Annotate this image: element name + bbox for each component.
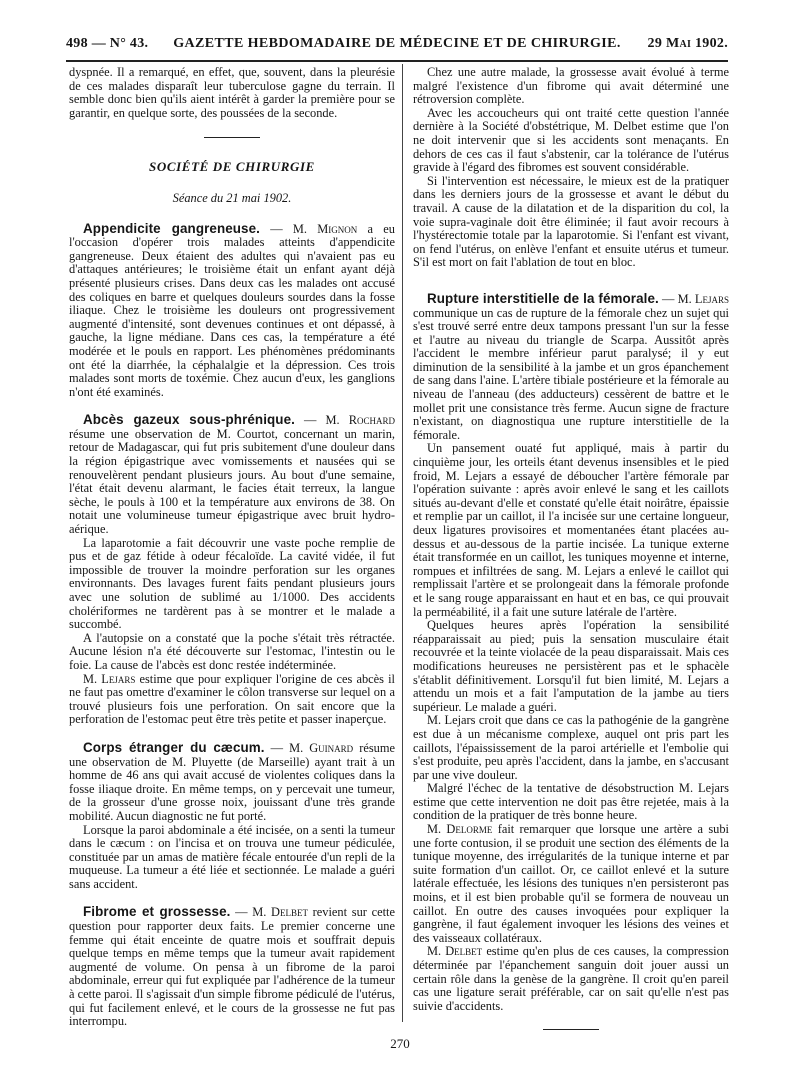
article-paragraph: Un pansement ouaté fut appliqué, mais à partir du cinquième jour, les orteils étant devenus insensibles et le pied froid, M. Lejars a essayé de déboucher l'artère fémorale par l'opération suivante : après avoir enlevé le sang et les caillots situés au-devant d'elle et constaté qu'elle était noirâtre, épaissie et remplie par un caillot, il l'a incisée sur une certaine longueur, deux ligatures provisoires et momentanées étant placées au-dessus et au-dessous de la partie incisée. La tunique externe était transformée en un caillot, les tuniques moyenne et interne, rompues et infiltrées de sang. M. Lejars a enlevé le caillot qui remplissait l'artère et se prolongeait dans la fémorale profonde et le sang rouge apparaissant en haut et en bas, ce qui prouvait la perméabilité, il a fait une suture latérale de l'artère. xyxy=(413,441,729,619)
section-separator xyxy=(204,137,260,138)
issue-date-day: 29 xyxy=(647,36,663,51)
author-name: M. Lejars xyxy=(677,291,730,306)
article-text: revient sur cette question pour rapporter deux faits. Le premier concerne une femme qui était enceinte de quatre mois et souffrait depuis quelque temps en même temps que la tumeur avait rapidement augmenté de volume. On pensa à un fibrome de la paroi abdominale, erreur qui fut expliquée par l'adhérence de la tumeur à cette paroi. Il s'agissait d'un simple fibrome pédiculé de l'utérus, qui fut facilement enlevé, et le cours de la grossesse ne fut pas interrompu. xyxy=(69,905,396,1029)
page-folio: 270 xyxy=(390,1036,410,1051)
author-name: M. Rochard xyxy=(325,413,395,428)
journal-title: GAZETTE HEBDOMADAIRE DE MÉDECINE ET DE CHIRURGIE. xyxy=(173,36,621,51)
article-heading: Abcès gazeux sous-phrénique. xyxy=(83,412,295,428)
author-name: M. Lejars xyxy=(83,671,136,686)
article-paragraph: A l'autopsie on a constaté que la poche s'était très rétractée. Aucune lésion n'a été découverte sur l'estomac, l'intestin ou le foie. La cause de l'abcès est donc restée indéterminée. xyxy=(69,630,395,672)
article-paragraph: Avec les accoucheurs qui ont traité cette question l'année dernière à la Société d'obstétrique, M. Delbet estime que l'on ne doit intervenir que si les accidents sont menaçants. En dehors de ces cas il faut s'abstenir, car la tolérance de l'utérus gravide à l'égard des fibromes est souvent considérable. xyxy=(413,105,729,175)
issue-date-year: 1902. xyxy=(695,36,728,51)
seance-date: Séance du 21 mai 1902. xyxy=(172,190,292,205)
article-text: résume une observation de M. Pluyette (de Marseille) ayant trait à un homme de 46 ans qui avait accusé de violentes coliques dans la fosse iliaque droite. En même temps, on y percevait une tumeur, de la grosseur d'une grosse noix, jouissant d'une très grande mobilité. Aucun diagnostic ne fut porté. xyxy=(69,740,395,823)
article-heading: Fibrome et grossesse. xyxy=(83,904,231,920)
article-paragraph: Quelques heures après l'opération la sensibilité réapparaissait au pied; puis la sensation musculaire était recouvrée et la teinte violacée de la peau disparaissait. Mais ces modifications heureuses ne persistèrent pas et le sphacèle s'établit définitivement. Lorsqu'il fut bien limité, M. Lejars a attendu un mois et a fait l'amputation de la jambe au tiers supérieur. Le malade a guéri. xyxy=(413,618,729,714)
author-name: M. Delorme xyxy=(427,822,493,837)
column-divider xyxy=(402,64,403,1022)
header-rule xyxy=(66,60,728,62)
author-name: M. Delbet xyxy=(427,944,483,959)
society-title: SOCIÉTÉ DE CHIRURGIE xyxy=(149,159,315,175)
article-paragraph: Chez une autre malade, la grossesse avait évolué à terme malgré l'existence d'un fibrome qui avait déterminé une rétroversion complète. xyxy=(413,65,729,107)
article-text: communique un cas de rupture de la fémorale chez un sujet qui s'est trouvé serré entre deux tampons pressant l'un sur la fesse et l'autre au niveau du triangle de Scarpa. Aussitôt après l'accident le membre inférieur parut paralysé; il y eut diminution de la sensibilité à la jambe et un gros épanchement de sang dans l'aine. L'artère tibiale postérieure et la fémorale au niveau de l'anneau (des adducteurs) cessèrent de battre et le mollet prit une consistance très ferme. Aucun signe de fracture n'existant, on diagnostiqua une rupture interstitielle de la fémorale. xyxy=(413,305,729,442)
author-name: M. Delbet xyxy=(252,905,308,920)
article-abces: Abcès gazeux sous-phrénique. — M. Rochard résume une observation de M. Courtot, concernant un marin, retour de Madagascar, qui fut pris subitement d'une douleur dans la région épigastrique avec vomissements et nausées qui se renouvelèrent pendant plusieurs jours. Au bout d'une semaine, l'état était devenu alarmant, le facies était terreux, la langue sèche, le pouls à 100 et la température aux environs de 38. On notait une volumineuse tumeur épigastrique avec bruit hydro-aérique. La laparotomie a fait découvrir une vaste poche remplie de pus et de gaz fétide à odeur fécaloïde. La cavité vidée, il fut impossible de trouver la moindre perforation sur les organes environnants. Des lavages furent faits pendant plusieurs jours avec une solution de sublimé au 1/1000. Des accidents cholériformes ne tardèrent pas à se montrer et le malade a succombé. A l'autopsie on a constaté que la poche s'était très rétractée. Aucune lésion n'a été découverte sur l'estomac, l'intestin ou le foie. La cause de l'abcès est donc restée indéterminée. M. Lejars estime que pour expliquer l'origine de ces abcès il ne faut pas omettre d'examiner le côlon transverse sur lequel on a trouvé plusieurs fois une perforation. On sait encore que la perforation de l'estomac peut être très petite et passer inaperçue. xyxy=(69,412,395,727)
issue-date xyxy=(648,36,728,52)
article-text: estime qu'en plus de ces causes, la compression déterminée par l'épanchement sanguin doit jouer aussi un certain rôle dans la genèse de la gangrène. Il croit qu'en pareil cas une ligature serait préférable, car on sait qu'elle n'est pas suivie d'accidents. xyxy=(413,944,729,1013)
article-heading: Appendicite gangreneuse. xyxy=(83,220,260,236)
issue-date-month: Mai xyxy=(665,36,692,51)
page-number: 498 — N° 43. xyxy=(66,36,149,51)
article-paragraph: M. Lejars croit que dans ce cas la pathogénie de la gangrène est due à un mécanisme complexe, auquel ont pris part les caillots, l'épaississement de la paroi artérielle et l'embolie qui s'est produite, peu après l'accident, dans la jambe, en s'accusant par une vive douleur. xyxy=(413,713,729,782)
intro-paragraph: dyspnée. Il a remarqué, en effet, que, souvent, dans la pleurésie de ces malades disparaît leur tuberculose gagne du terrain. Il semble donc bien qu'ils aient intérêt à garder la première pour se garantir, en quelque sorte, des poussées de la seconde. xyxy=(69,65,395,120)
article-heading: Rupture interstitielle de la fémorale. xyxy=(427,290,659,306)
article-text: résume une observation de M. Courtot, concernant un marin, retour de Madagascar, qui fut pris subitement d'une douleur dans la région épigastrique avec vomissements et nausées qui se renouvelèrent pendant plusieurs jours. Au bout d'une semaine, l'état était devenu alarmant, le facies était terreux, la langue sèche, le pouls à 100 et la température aux environs de 38. On notait une volumineuse tumeur épigastrique avec bruit hydro-aérique. xyxy=(69,426,395,537)
author-name: M. Guinard xyxy=(289,740,354,755)
left-column xyxy=(69,66,395,1029)
author-name: M. Mignon xyxy=(292,221,358,236)
end-separator xyxy=(543,1029,599,1030)
article-heading: Corps étranger du cæcum. xyxy=(83,739,265,755)
article-paragraph: Malgré l'échec de la tentative de désobstruction M. Lejars estime que cette intervention ne doit pas être rejetée, mais à la condition de la pratiquer de très bonne heure. xyxy=(413,781,729,823)
article-paragraph: La laparotomie a fait découvrir une vaste poche remplie de pus et de gaz fétide à odeur fécaloïde. La cavité vidée, il fut impossible de trouver la moindre perforation sur les organes environnants. Des lavages furent faits pendant plusieurs jours avec une solution de sublimé au 1/1000. Des accidents cholériformes ne tardèrent pas à se montrer et le malade a succombé. xyxy=(69,535,395,632)
article-text: a eu l'occasion d'opérer trois malades atteints d'appendicite gangreneuse. Deux étaient des adultes qui n'avaient pas eu d'attaques antérieures; le troisième était un enfant ayant déjà présenté plusieurs crises. Dans deux cas les malades ont accusé des coliques en barre et quelques douleurs sourdes dans la fosse iliaque. Chez le troisième les douleurs ont progressivement augmenté d'intensité, sont devenues continues et ont dépassé, à gauche, la ligne médiane. Dans ces cas, la température a été modérée et le pouls en rapport. Les phénomènes prédominants ont été la diarrhée, la céphalalgie et la dépression. Ces trois malades sont morts de toxémie. Chez aucun d'eux, les ganglions n'ont été examinés. xyxy=(69,221,395,399)
article-corps-etranger: Corps étranger du cæcum. — M. Guinard résume une observation de M. Pluyette (de Marseille) ayant trait à un homme de 46 ans qui avait accusé de violentes coliques dans la fosse iliaque droite. En même temps, on y percevait une tumeur, de la grosseur d'une grosse noix, jouissant d'une très grande mobilité. Aucun diagnostic ne fut porté. Lorsque la paroi abdominale a été incisée, on a senti la tumeur dans le cæcum : on l'incisa et on trouva une tumeur pédiculée, constituée par un amas de matière fécale entourée d'un repli de la muqueuse. La tumeur a été liée et sectionnée. Le malade a guéri sans accident. xyxy=(69,739,395,891)
right-column xyxy=(413,66,729,1052)
running-header xyxy=(66,32,728,56)
article-appendicite: Appendicite gangreneuse. — M. Mignon a eu l'occasion d'opérer trois malades atteints d'appendicite gangreneuse. Deux étaient des adultes qui n'avaient pas eu d'attaques antérieures; le troisième était un enfant ayant déjà présenté plusieurs crises. Dans deux cas les malades ont accusé des coliques en barre et quelques douleurs sourdes dans la fosse iliaque. Chez le troisième les douleurs ont progressivement augmenté d'intensité, sont devenues continues et ont dépassé, à gauche, la ligne médiane. Dans ces cas, la température a été modérée et le pouls en rapport. Les phénomènes prédominants ont été la diarrhée, la céphalalgie et la dépression. Ces trois malades sont morts de toxémie. Chez aucun d'eux, les ganglions n'ont été examinés. xyxy=(69,220,395,399)
article-fibrome: Fibrome et grossesse. — M. Delbet revient sur cette question pour rapporter deux faits. Le premier concerne une femme qui était enceinte de quatre mois et souffrait depuis quelque temps en même temps que la tumeur avait rapidement augmenté de volume. On pensa à un fibrome de la paroi abdominale, erreur qui fut expliquée par l'adhérence de la tumeur à cette paroi. Il s'agissait d'un simple fibrome pédiculé de l'utérus, qui fut facilement enlevé, et le cours de la grossesse ne fut pas interrompu. xyxy=(69,904,396,1029)
article-text: estime que pour expliquer l'origine de ces abcès il ne faut pas omettre d'examiner le côlon transverse sur lequel on a trouvé plusieurs fois une perforation. On sait encore que la perforation de l'estomac peut être très petite et passer inaperçue. xyxy=(69,671,395,727)
article-paragraph: Si l'intervention est nécessaire, le mieux est de la pratiquer dans les derniers jours de la grossesse et avant le début du travail. A cause de la dilatation et de la disparition du col, la voie supra-vaginale doit être éliminée; il faut avoir recours à l'hystérectomie totale par la laparotomie. Si l'enfant est vivant, on fend l'utérus, on enlève l'enfant et ensuite utérus et tumeur. S'il est mort on fait l'ablation de tout en bloc. xyxy=(413,173,729,270)
article-rupture-femorale: Rupture interstitielle de la fémorale. — M. Lejars communique un cas de rupture de la fémorale chez un sujet qui s'est trouvé serré entre deux tampons pressant l'un sur la fesse et l'autre au niveau du triangle de Scarpa. Aussitôt après l'accident le membre inférieur parut paralysé; il y eut diminution de la sensibilité à la jambe et un gros épanchement de sang dans l'aine. L'artère tibiale postérieure et la fémorale au niveau de l'anneau (des adducteurs) cessèrent de battre et le mollet prit une consistance très ferme. Aucun signe de fracture n'existant, on diagnostiqua une rupture interstitielle de la fémorale. Un pansement ouaté fut appliqué, mais à partir du cinquième jour, les orteils étant devenus insensibles et le pied froid, M. Lejars a essayé de déboucher l'artère fémorale par l'opération suivante : après avoir enlevé le sang et les caillots situés au-devant d'elle et constaté qu'elle était noirâtre, épaissie et remplie par un caillot, il l'a incisée sur une certaine longueur, deux ligatures provisoires et momentanées étant placées au-dessus et au-dessous de la partie incisée. La tunique externe était transformée en un caillot, les tuniques moyenne et interne, rompues et infiltrées de sang. M. Lejars a enlevé le caillot qui remplissait l'artère et se prolongeait dans la fémorale profonde et le sang rouge apparaissant en haut et en bas, ce qui prouvait la perméabilité, il a fait une suture latérale de l'artère. Quelques heures après l'opération la sensibilité réapparaissait au pied; puis la sensation musculaire était recouvrée et la teinte violacée de la peau disparaissait. Mais ces modifications heureuses ne persistèrent pas et le sphacèle s'établit définitivement. Lorsqu'il fut bien limité, M. Lejars a attendu un mois et a fait l'amputation de la jambe au tiers supérieur. Le malade a guéri. M. Lejars croit que dans ce cas la pathogénie de la gangrène est due à un mécanisme complexe, auquel ont pris part les caillots, l'épaississement de la paroi artérielle et l'embolie qui s'est produite, peu après l'accident, dans la jambe, en s'accusant par une vive douleur. Malgré l'échec de la tentative de désobstruction M. Lejars estime que cette intervention ne doit pas être rejetée, mais à la condition de la pratiquer de très bonne heure. M. Delorme fait remarquer que lorsque une artère a subi une forte contusion, il se produit une section des éléments de la tunique moyenne, des irrégularités de la tunique interne et par suite formation d'un caillot. Or, ce caillot enlevé et la suture latérale effectuée, les lésions des tuniques n'en persisteront pas moins, et il est bien probable qu'il se formera de nouveau un caillot. En outre des causes invoquées pour expliquer la gangrène, il faut également invoquer les lésions des veines et des vaisseaux collatéraux. M. Delbet estime qu'en plus de ces causes, la compression déterminée par l'épanchement sanguin doit jouer aussi un certain rôle dans la genèse de la gangrène. Il croit qu'en pareil cas une ligature serait préférable, car on sait qu'elle n'est pas suivie d'accidents. xyxy=(413,290,730,1013)
article-paragraph: Lorsque la paroi abdominale a été incisée, on a senti la tumeur dans le cæcum : on l'incisa et on trouva une tumeur pédiculée, constituée par un amas de matière fécale entourée d'un repli de la muqueuse. La tumeur a été liée et sectionnée. Le malade a guéri sans accident. xyxy=(69,822,395,891)
article-text: fait remarquer que lorsque une artère a subi une forte contusion, il se produit une section des éléments de la tunique moyenne, des irrégularités de la tunique interne et par suite formation d'un caillot. Or, ce caillot enlevé et la suture latérale effectuée, les lésions des tuniques n'en persisteront pas moins, et il est bien probable qu'il se formera de nouveau un caillot. En outre des causes invoquées pour expliquer la gangrène, il faut également invoquer les lésions des veines et des vaisseaux collatéraux. xyxy=(413,822,729,945)
